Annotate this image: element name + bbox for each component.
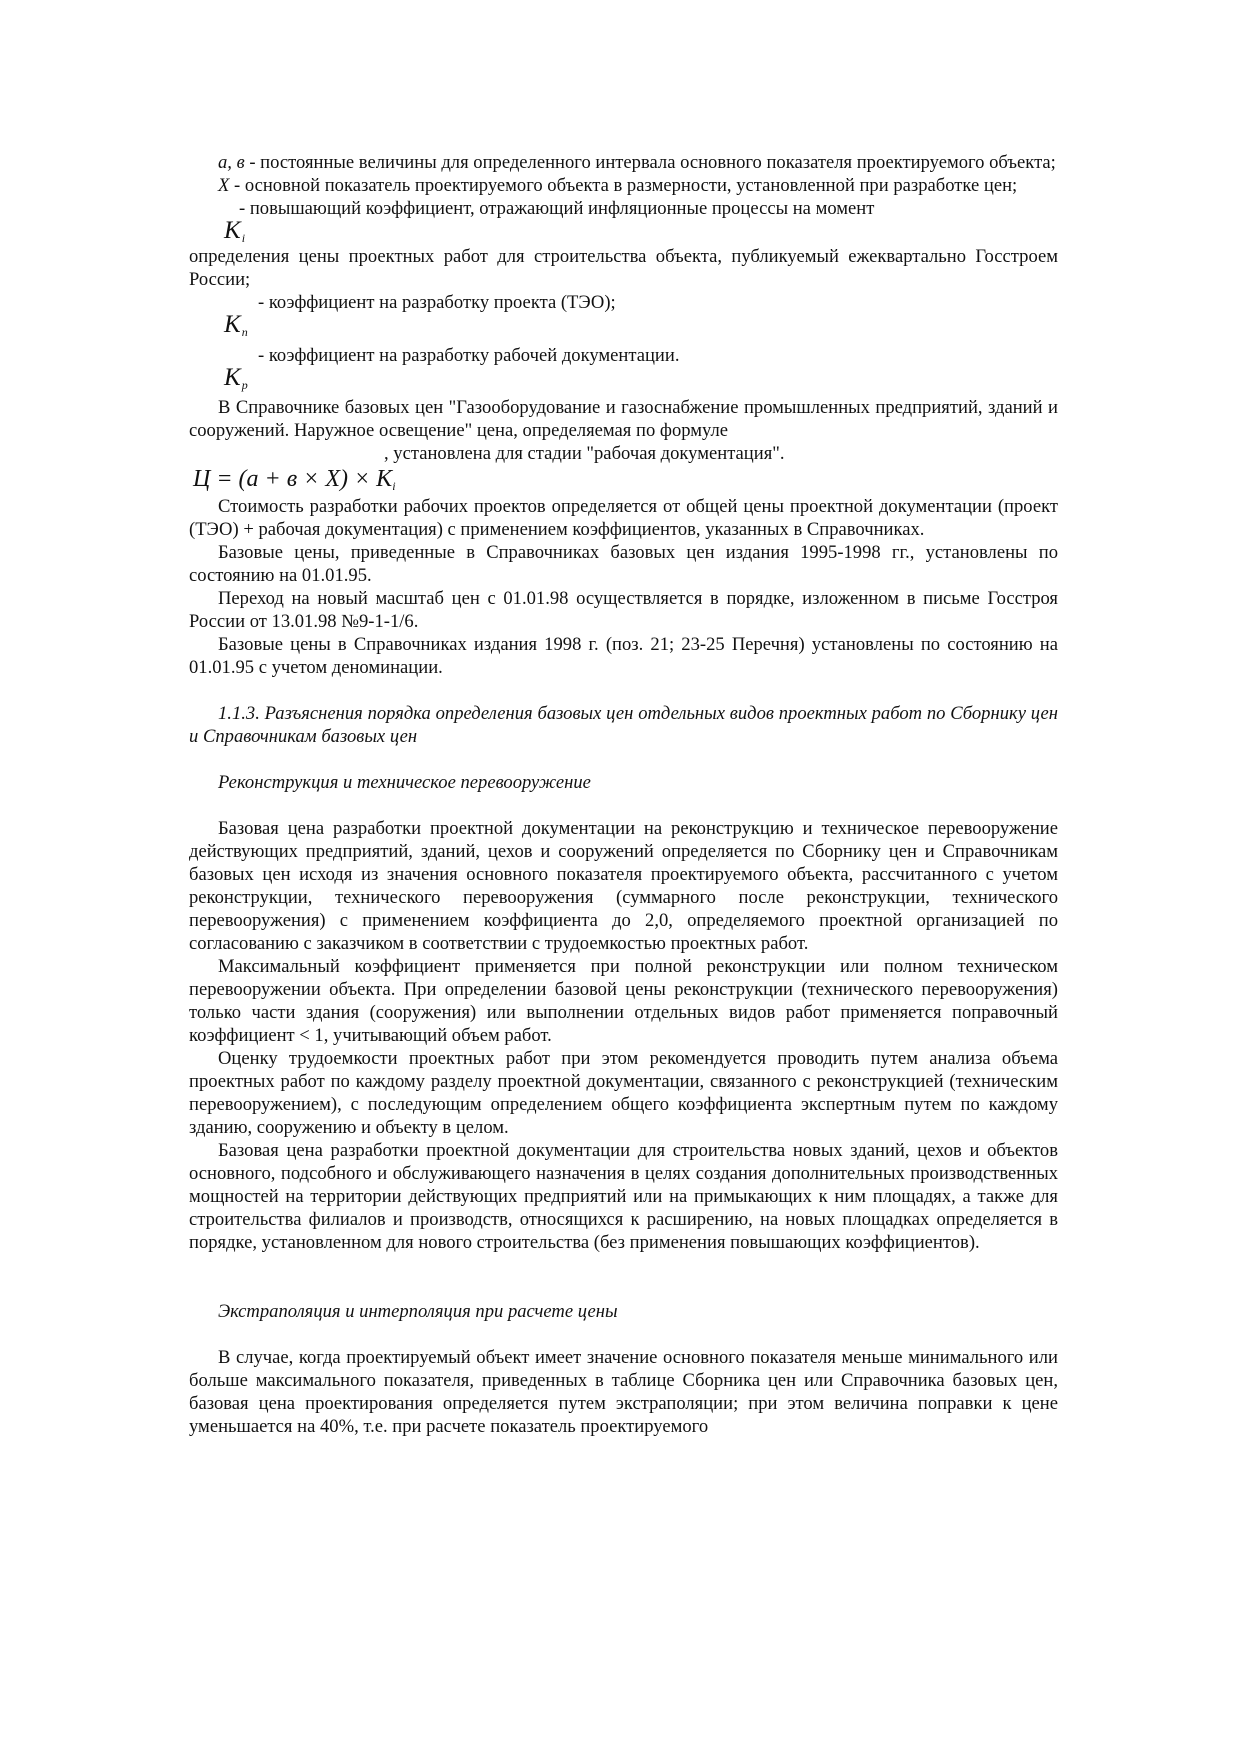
section-heading-1-1-3: 1.1.3. Разъяснения порядка определения базовых цен отдельных видов проектных работ по Сборнику цен и Справочникам базовых цен xyxy=(189,703,1058,747)
document-page xyxy=(189,151,1058,1438)
paragraph-kr-definition: - коэффициент на разработку рабочей документации. xyxy=(258,345,680,366)
var-a-b: а, в xyxy=(218,152,245,173)
paragraph-working-projects-cost: Стоимость разработки рабочих проектов определяется от общей цены проектной документации (проект (ТЭО) + рабочая документация) с применением коэффициентов, указанных в Справочниках. xyxy=(189,496,1058,540)
paragraph-gas-handbook: В Справочнике базовых цен "Газооборудование и газоснабжение промышленных предприятий, зданий и сооружений. Наружное освещение" цена, определяемая по формуле xyxy=(189,397,1058,441)
paragraph-new-price-scale: Переход на новый масштаб цен с 01.01.98 осуществляется в порядке, изложенном в письме Госстроя России от 13.01.98 №9-1-1/6. xyxy=(189,588,1058,632)
symbol-kr: $K_р$ xyxy=(224,364,248,392)
paragraph-extrapolation: В случае, когда проектируемый объект имеет значение основного показателя меньше минимального или больше максимального показателя, приведенных в таблице Сборника цен или Справочника базовых цен, базовая цена проектирования определяется путем экстраполяции; при этом величина поправки к цене уменьшается на 40%, т.е. при расчете показатель проектируемого xyxy=(189,1347,1058,1437)
paragraph-kp-definition: - коэффициент на разработку проекта (ТЭО); xyxy=(258,292,616,313)
paragraph-main-indicator: X - основной показатель проектируемого объекта в размерности, установленной при разработке цен; xyxy=(218,175,1018,196)
paragraph-base-prices-1998: Базовые цены в Справочниках издания 1998 г. (поз. 21; 23-25 Перечня) установлены по состоянию на 01.01.95 с учетом деноминации. xyxy=(189,634,1058,678)
paragraph-max-coefficient: Максимальный коэффициент применяется при полной реконструкции или полном техническом перевооружении объекта. При определении базовой цены реконструкции (технического перевооружения) только части здания (сооружения) или выполнении отдельных видов работ применяется поправочный коэффициент < 1, учитывающий объем работ. xyxy=(189,956,1058,1046)
paragraph-labor-assessment: Оценку трудоемкости проектных работ при этом рекомендуется проводить путем анализа объема проектных работ по каждому разделу проектной документации, связанного с реконструкцией (техническим перевооружением), с последующим определением общего коэффициента экспертным путем по каждому зданию, сооружению и объекту в целом. xyxy=(189,1048,1058,1138)
paragraph-constants-a-b: а, в - постоянные величины для определенного интервала основного показателя проектируемого объекта; xyxy=(218,152,1056,173)
subheading-reconstruction: Реконструкция и техническое перевооружение xyxy=(218,772,591,793)
paragraph-gas-handbook-tail: , установлена для стадии "рабочая документация". xyxy=(384,443,785,464)
paragraph-reconstruction-base-price: Базовая цена разработки проектной документации на реконструкцию и техническое перевооружение действующих предприятий, зданий, цехов и сооружений определяется по Сборнику цен и Справочникам базовых цен исходя из значения основного показателя проектируемого объекта, рассчитанного с учетом реконструкции, технического перевооружения (суммарного после реконструкции, технического перевооружения) с применением коэффициента до 2,0, определяемого проектной организацией по согласованию с заказчиком в соответствии с трудоемкостью проектных работ. xyxy=(189,818,1058,954)
paragraph-new-buildings: Базовая цена разработки проектной документации для строительства новых зданий, цехов и объектов основного, подсобного и обслуживающего назначения в целях создания дополнительных производственных мощностей на территории действующих предприятий или на примыкающих к ним площадях, а также для строительства филиалов и производств, относящихся к расширению, на новых площадках определяется в порядке, установленном для нового строительства (без применения повышающих коэффициентов). xyxy=(189,1140,1058,1253)
paragraph-ki-definition: - повышающий коэффициент, отражающий инфляционные процессы на момент xyxy=(239,198,875,219)
paragraph-base-prices-1995: Базовые цены, приведенные в Справочниках базовых цен издания 1995-1998 гг., установлены по состоянию на 01.01.95. xyxy=(189,542,1058,586)
paragraph-ki-continuation: определения цены проектных работ для строительства объекта, публикуемый ежеквартально Госстроем России; xyxy=(189,246,1058,290)
symbol-ki: $K_i$ xyxy=(224,217,246,245)
symbol-kp: $K_п$ xyxy=(224,311,248,339)
price-formula: $Ц = (а + в \times Х) \times K_i$ xyxy=(193,466,396,493)
var-x: X xyxy=(218,175,230,196)
subheading-extrapolation: Экстраполяция и интерполяция при расчете цены xyxy=(218,1301,618,1322)
